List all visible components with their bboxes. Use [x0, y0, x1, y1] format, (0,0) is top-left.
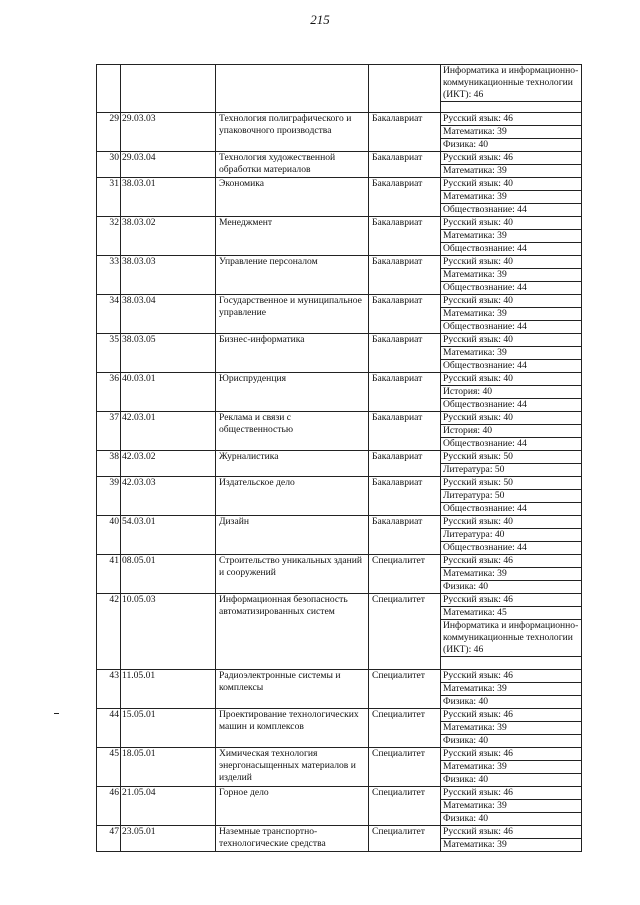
subject-cell: Русский язык: 46 [441, 787, 582, 800]
row-number: 43 [97, 670, 121, 709]
row-code: 38.03.04 [121, 295, 216, 334]
row-code: 23.05.01 [121, 826, 216, 852]
subject-cell: Русский язык: 46 [441, 748, 582, 761]
row-name: Экономика [216, 178, 369, 217]
margin-dash [54, 713, 59, 714]
subject-cell: Математика: 45 [441, 607, 582, 620]
row-name-empty [216, 65, 369, 113]
table-row [97, 295, 582, 308]
row-number: 31 [97, 178, 121, 217]
subject-cell: Обществознание: 44 [441, 204, 582, 217]
subject-cell: Русский язык: 40 [441, 516, 582, 529]
subject-cell: Обществознание: 44 [441, 438, 582, 451]
row-code: 18.05.01 [121, 748, 216, 787]
table-row [97, 113, 582, 126]
row-name: Проектирование технологических машин и комплексов [216, 709, 369, 748]
table-row [97, 555, 582, 568]
subject-cell: Физика: 40 [441, 581, 582, 594]
subject-cell: История: 40 [441, 386, 582, 399]
subject-cell: Русский язык: 40 [441, 373, 582, 386]
row-level: Бакалавриат [369, 295, 441, 334]
subject-cell: Русский язык: 40 [441, 178, 582, 191]
row-code: 38.03.01 [121, 178, 216, 217]
row-name: Наземные транспортно-технологические средства [216, 826, 369, 852]
row-code: 42.03.02 [121, 451, 216, 477]
subject-cell: Литература: 50 [441, 490, 582, 503]
row-name: Государственное и муниципальное управление [216, 295, 369, 334]
subject-cell: Литература: 50 [441, 464, 582, 477]
row-name: Менеджмент [216, 217, 369, 256]
row-level: Бакалавриат [369, 256, 441, 295]
row-name: Бизнес-информатика [216, 334, 369, 373]
subject-cell: Математика: 39 [441, 126, 582, 139]
row-code: 54.03.01 [121, 516, 216, 555]
subject-cell: Обществознание: 44 [441, 542, 582, 555]
row-name: Юриспруденция [216, 373, 369, 412]
subject-cell: Литература: 40 [441, 529, 582, 542]
subject-cell: Русский язык: 40 [441, 217, 582, 230]
page-number: 215 [310, 12, 330, 27]
row-name: Строительство уникальных зданий и сооружений [216, 555, 369, 594]
table-row [97, 516, 582, 529]
row-code: 15.05.01 [121, 709, 216, 748]
subject-cell: Обществознание: 44 [441, 399, 582, 412]
row-level: Бакалавриат [369, 477, 441, 516]
row-level-empty [369, 65, 441, 113]
subject-cell: Математика: 39 [441, 308, 582, 321]
row-number: 30 [97, 152, 121, 178]
row-level: Специалитет [369, 826, 441, 852]
subject-cell: Русский язык: 40 [441, 295, 582, 308]
table-row [97, 178, 582, 191]
subject-cell: Физика: 40 [441, 696, 582, 709]
table-body [97, 65, 582, 852]
row-number: 46 [97, 787, 121, 826]
row-number: 32 [97, 217, 121, 256]
subject-cell: Русский язык: 40 [441, 412, 582, 425]
table-row [97, 594, 582, 607]
row-code: 21.05.04 [121, 787, 216, 826]
table-row [97, 709, 582, 722]
subject-cell: Математика: 39 [441, 683, 582, 696]
row-name: Горное дело [216, 787, 369, 826]
row-level: Бакалавриат [369, 451, 441, 477]
row-number: 39 [97, 477, 121, 516]
row-level: Специалитет [369, 670, 441, 709]
row-number: 42 [97, 594, 121, 670]
row-level: Специалитет [369, 555, 441, 594]
subject-cell: Обществознание: 44 [441, 503, 582, 516]
row-level: Специалитет [369, 594, 441, 670]
subject-cell: История: 40 [441, 425, 582, 438]
table-row [97, 451, 582, 464]
row-code: 38.03.03 [121, 256, 216, 295]
row-level: Специалитет [369, 748, 441, 787]
subject-cell: Информатика и информационно-коммуникационные технологии (ИКТ): 46 [441, 65, 582, 102]
row-level: Специалитет [369, 787, 441, 826]
row-code: 11.05.01 [121, 670, 216, 709]
row-num-empty [97, 65, 121, 113]
subject-cell: Математика: 39 [441, 839, 582, 852]
row-number: 37 [97, 412, 121, 451]
subject-cell: Обществознание: 44 [441, 243, 582, 256]
row-number: 44 [97, 709, 121, 748]
row-level: Бакалавриат [369, 217, 441, 256]
subject-cell: Русский язык: 46 [441, 826, 582, 839]
row-level: Специалитет [369, 709, 441, 748]
row-code: 40.03.01 [121, 373, 216, 412]
row-code-empty [121, 65, 216, 113]
row-name: Информационная безопасность автоматизированных систем [216, 594, 369, 670]
row-level: Бакалавриат [369, 412, 441, 451]
subject-cell: Русский язык: 50 [441, 451, 582, 464]
subject-cell: Математика: 39 [441, 761, 582, 774]
row-number: 36 [97, 373, 121, 412]
row-number: 40 [97, 516, 121, 555]
table-row [97, 334, 582, 347]
row-code: 42.03.03 [121, 477, 216, 516]
subject-cell: Русский язык: 46 [441, 152, 582, 165]
row-number: 41 [97, 555, 121, 594]
table-row [97, 256, 582, 269]
subject-cell: Математика: 39 [441, 269, 582, 282]
subject-cell: Математика: 39 [441, 800, 582, 813]
row-number: 34 [97, 295, 121, 334]
table-row [97, 670, 582, 683]
table-row [97, 152, 582, 165]
subject-cell: Русский язык: 40 [441, 334, 582, 347]
subject-cell: Русский язык: 46 [441, 670, 582, 683]
subject-cell: Обществознание: 44 [441, 282, 582, 295]
row-number: 35 [97, 334, 121, 373]
table-row [97, 748, 582, 761]
row-level: Бакалавриат [369, 516, 441, 555]
row-name: Технология полиграфического и упаковочного производства [216, 113, 369, 152]
row-name: Управление персоналом [216, 256, 369, 295]
row-number: 45 [97, 748, 121, 787]
subject-cell: Обществознание: 44 [441, 321, 582, 334]
subject-cell: Русский язык: 46 [441, 555, 582, 568]
subject-cell: Математика: 39 [441, 230, 582, 243]
row-name: Дизайн [216, 516, 369, 555]
row-code: 38.03.02 [121, 217, 216, 256]
subject-cell: Физика: 40 [441, 735, 582, 748]
table-row [97, 787, 582, 800]
table-row [97, 412, 582, 425]
table-row [97, 477, 582, 490]
row-name: Радиоэлектронные системы и комплексы [216, 670, 369, 709]
row-number: 33 [97, 256, 121, 295]
subject-cell: Русский язык: 46 [441, 594, 582, 607]
row-code: 08.05.01 [121, 555, 216, 594]
row-name: Издательское дело [216, 477, 369, 516]
subject-cell: Математика: 39 [441, 347, 582, 360]
row-level: Бакалавриат [369, 178, 441, 217]
row-code: 38.03.05 [121, 334, 216, 373]
row-level: Бакалавриат [369, 334, 441, 373]
row-name: Журналистика [216, 451, 369, 477]
row-code: 29.03.04 [121, 152, 216, 178]
row-name: Химическая технология энергонасыщенных материалов и изделий [216, 748, 369, 787]
row-level: Бакалавриат [369, 113, 441, 152]
table-row [97, 826, 582, 839]
row-number: 29 [97, 113, 121, 152]
row-name: Реклама и связи с общественностью [216, 412, 369, 451]
subject-cell: Физика: 40 [441, 813, 582, 826]
subject-cell: Математика: 39 [441, 191, 582, 204]
row-code: 10.05.03 [121, 594, 216, 670]
subject-cell: Математика: 39 [441, 722, 582, 735]
row-level: Бакалавриат [369, 152, 441, 178]
subject-spacer [441, 102, 582, 113]
subject-cell: Русский язык: 50 [441, 477, 582, 490]
subject-cell: Математика: 39 [441, 568, 582, 581]
subject-cell: Информатика и информационно-коммуникационные технологии (ИКТ): 46 [441, 620, 582, 657]
row-code: 42.03.01 [121, 412, 216, 451]
subject-cell: Физика: 40 [441, 774, 582, 787]
subject-cell: Обществознание: 44 [441, 360, 582, 373]
row-number: 47 [97, 826, 121, 852]
table-row [97, 65, 582, 102]
table-row [97, 217, 582, 230]
subject-cell: Русский язык: 40 [441, 256, 582, 269]
admission-table [96, 64, 582, 852]
row-name: Технология художественной обработки материалов [216, 152, 369, 178]
subject-cell: Математика: 39 [441, 165, 582, 178]
subject-spacer [441, 657, 582, 670]
subject-cell: Русский язык: 46 [441, 113, 582, 126]
row-number: 38 [97, 451, 121, 477]
row-code: 29.03.03 [121, 113, 216, 152]
row-level: Бакалавриат [369, 373, 441, 412]
subject-cell: Физика: 40 [441, 139, 582, 152]
subject-cell: Русский язык: 46 [441, 709, 582, 722]
table-row [97, 373, 582, 386]
